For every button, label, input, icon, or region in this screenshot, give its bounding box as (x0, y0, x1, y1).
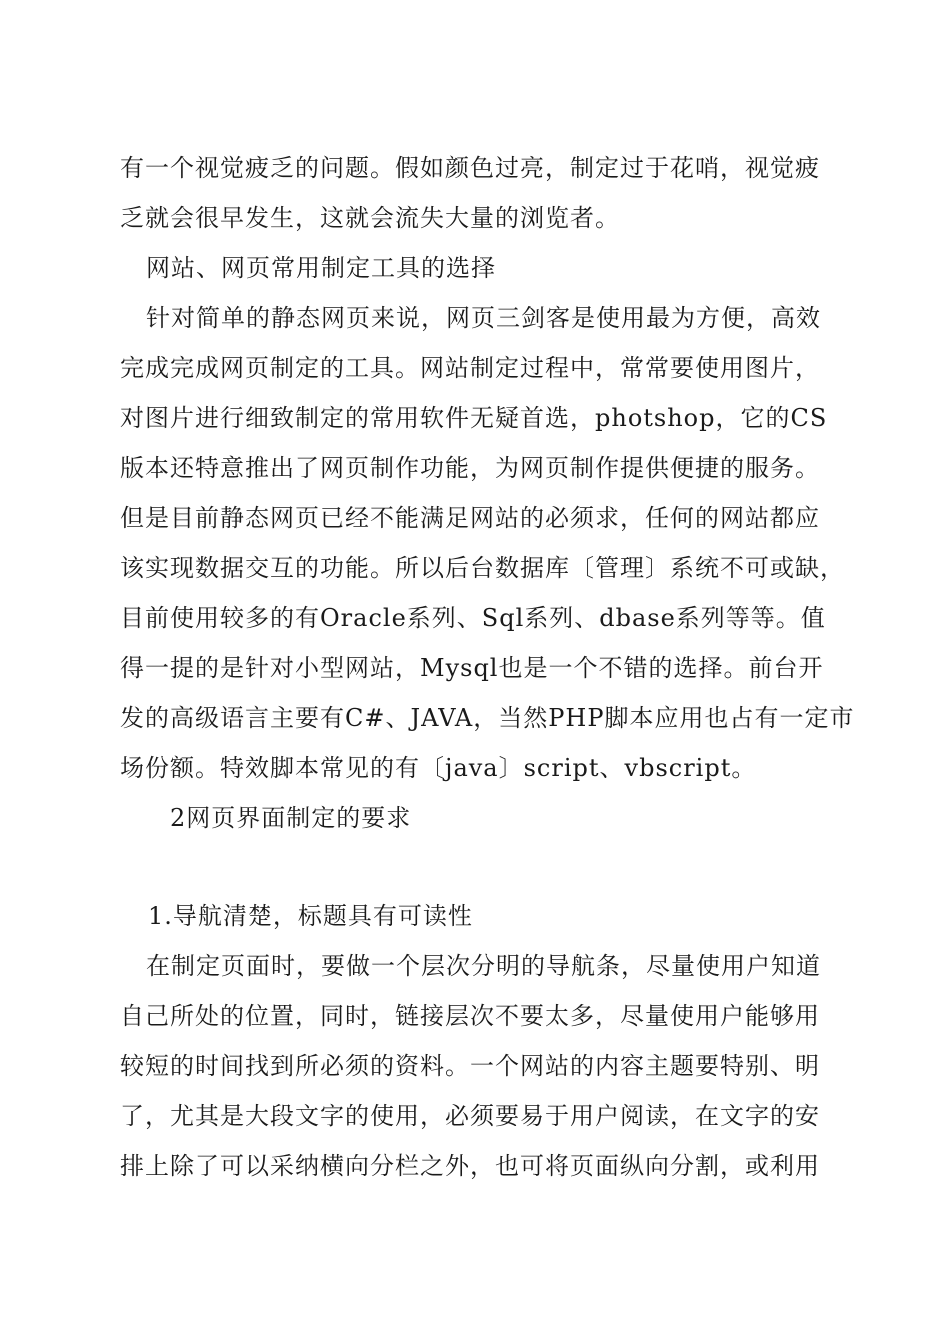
body-text-line: 发的高级语言主要有C#、JAVA，当然PHP脚本应用也占有一定市 (120, 704, 855, 732)
body-text-line: 在制定页面时，要做一个层次分明的导航条，尽量使用户知道 (146, 952, 821, 980)
body-text-line: 场份额。特效脚本常见的有〔java〕script、vbscript。 (120, 754, 757, 782)
body-text-line: 了，尤其是大段文字的使用，必须要易于用户阅读，在文字的安 (120, 1102, 820, 1130)
body-text-line: 针对简单的静态网页来说，网页三剑客是使用最为方便，高效 (146, 304, 821, 332)
body-text-line: 排上除了可以采纳横向分栏之外，也可将页面纵向分割，或利用 (120, 1152, 820, 1180)
body-text-line: 较短的时间找到所必须的资料。一个网站的内容主题要特别、明 (120, 1052, 820, 1080)
body-text-line: 版本还特意推出了网页制作功能，为网页制作提供便捷的服务。 (120, 454, 820, 482)
section-heading: 网站、网页常用制定工具的选择 (146, 254, 496, 282)
body-text-line: 该实现数据交互的功能。所以后台数据库〔管理〕系统不可或缺， (120, 554, 845, 582)
body-text-line: 得一提的是针对小型网站，Mysql也是一个不错的选择。前台开 (120, 654, 824, 682)
subsection-heading: 1.导航清楚，标题具有可读性 (148, 902, 473, 930)
body-text-line: 但是目前静态网页已经不能满足网站的必须求，任何的网站都应 (120, 504, 820, 532)
body-text-line: 完成完成网页制定的工具。网站制定过程中，常常要使用图片， (120, 354, 820, 382)
body-text-line: 目前使用较多的有Oracle系列、Sql系列、dbase系列等等。值 (120, 604, 826, 632)
body-text-line: 对图片进行细致制定的常用软件无疑首选，photshop，它的CS (120, 404, 828, 432)
body-text-line: 乏就会很早发生，这就会流失大量的浏览者。 (120, 204, 620, 232)
body-text-line: 自己所处的位置，同时，链接层次不要太多，尽量使用户能够用 (120, 1002, 820, 1030)
section-heading: 2网页界面制定的要求 (170, 804, 412, 832)
body-text-line: 有一个视觉疲乏的问题。假如颜色过亮，制定过于花哨，视觉疲 (120, 154, 820, 182)
